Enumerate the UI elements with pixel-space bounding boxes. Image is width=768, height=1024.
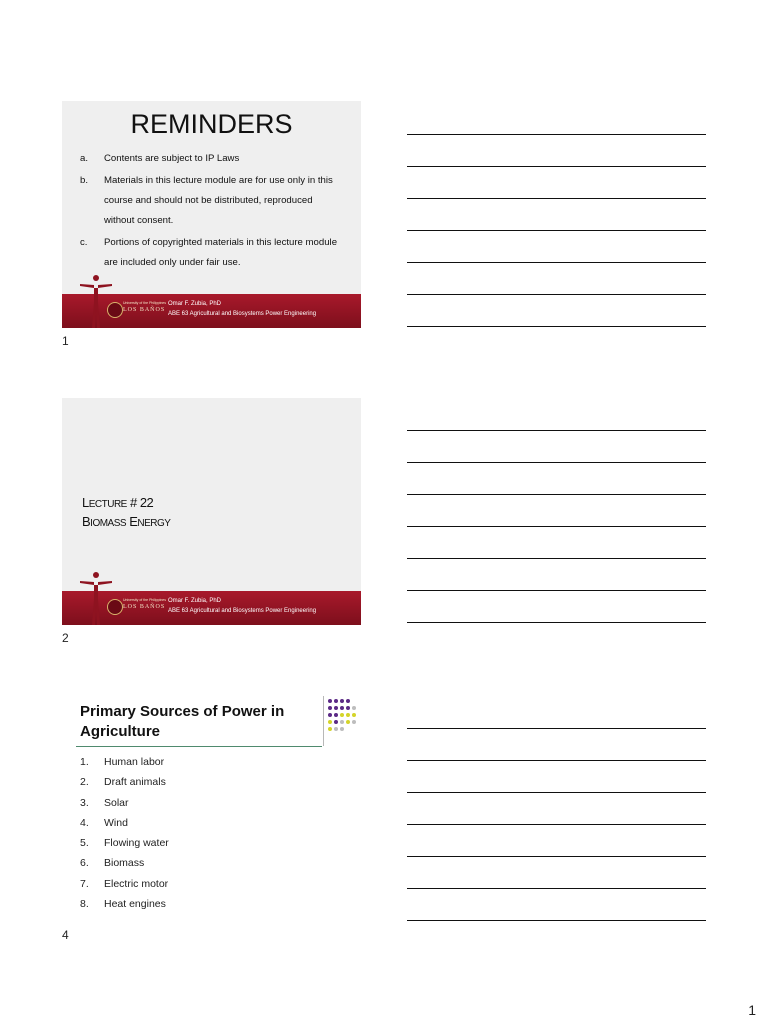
list-marker: 8. xyxy=(80,898,89,911)
author-name: Omar F. Zubia, PhD xyxy=(168,301,222,307)
note-line xyxy=(407,792,706,793)
slide-lecture-title xyxy=(62,398,361,625)
note-line xyxy=(407,294,706,295)
note-line xyxy=(407,920,706,921)
author-name: Omar F. Zubia, PhD xyxy=(168,598,222,604)
note-line xyxy=(407,166,706,167)
title-char: E xyxy=(126,514,138,529)
decorative-dot xyxy=(346,713,350,717)
list-item-text: Draft animals xyxy=(104,776,166,789)
page-number: 1 xyxy=(748,1002,756,1018)
decorative-dot xyxy=(340,727,344,731)
slide-number: 4 xyxy=(62,928,69,942)
decorative-dot xyxy=(340,713,344,717)
list-item xyxy=(80,878,169,898)
list-marker: 5. xyxy=(80,837,89,850)
university-name-small: University of the Philippines xyxy=(123,301,166,305)
lecture-title xyxy=(82,494,170,532)
title-char: L xyxy=(82,495,89,510)
note-line xyxy=(407,494,706,495)
list-marker: 2. xyxy=(80,776,89,789)
note-line xyxy=(407,134,706,135)
note-line xyxy=(407,526,706,527)
university-name: LOS BAÑOS xyxy=(123,307,166,313)
decorative-dot xyxy=(340,706,344,710)
decorative-dot xyxy=(328,727,332,731)
list-item-text: Contents are subject to IP Laws xyxy=(104,153,240,164)
decorative-dot xyxy=(346,720,350,724)
title-char: B xyxy=(82,514,91,529)
list-marker: a. xyxy=(80,153,89,164)
decorative-dot xyxy=(346,699,350,703)
decorative-dot xyxy=(352,706,356,710)
slide-title: REMINDERS xyxy=(130,109,293,139)
list-item xyxy=(80,233,343,273)
decorative-dot xyxy=(334,720,338,724)
list-item xyxy=(80,817,169,837)
list-item-text: Human labor xyxy=(104,756,165,768)
slide-primary-sources xyxy=(62,694,361,921)
list-item-text: Biomass xyxy=(104,857,145,870)
list-item xyxy=(80,898,169,918)
list-marker: 3. xyxy=(80,796,89,809)
title-line: Primary Sources of Power in xyxy=(80,703,285,720)
decorative-dot xyxy=(340,699,344,703)
title-char: ECTURE xyxy=(88,499,127,510)
list-item xyxy=(80,149,343,169)
note-line xyxy=(407,856,706,857)
decorative-dot xyxy=(328,706,332,710)
note-line xyxy=(407,262,706,263)
title-char: IOMASS xyxy=(90,518,127,529)
course-name: ABE 63 Agricultural and Biosystems Power Engineering xyxy=(168,311,317,317)
list-item-text: Flowing water xyxy=(104,837,169,850)
decorative-dot xyxy=(334,706,338,710)
note-line xyxy=(407,622,706,623)
decorative-dot xyxy=(346,706,350,710)
decorative-dot xyxy=(328,699,332,703)
note-line xyxy=(407,198,706,199)
list-item-text: Portions of copyrighted materials in this lecture module are included only under fair use. xyxy=(104,237,338,268)
decorative-dot xyxy=(334,699,338,703)
note-line xyxy=(407,728,706,729)
list-marker: 7. xyxy=(80,877,89,890)
note-line xyxy=(407,888,706,889)
university-name: LOS BAÑOS xyxy=(123,604,166,610)
note-line xyxy=(407,760,706,761)
list-item xyxy=(80,776,169,796)
list-item xyxy=(80,857,169,877)
note-line xyxy=(407,462,706,463)
list-item xyxy=(80,171,343,231)
list-marker: 1. xyxy=(80,756,89,768)
decorative-dot xyxy=(352,720,356,724)
list-item-text: Electric motor xyxy=(104,877,169,890)
list-item-text: Heat engines xyxy=(104,898,166,911)
slide-title xyxy=(80,702,284,742)
list-item-text: Solar xyxy=(104,796,129,809)
decorative-dot xyxy=(352,713,356,717)
decorative-dot xyxy=(340,720,344,724)
title-underline xyxy=(76,746,322,747)
list-marker: 6. xyxy=(80,857,89,870)
slide-number: 1 xyxy=(62,334,69,348)
oblation-figure-icon xyxy=(78,569,114,625)
course-name: ABE 63 Agricultural and Biosystems Power Engineering xyxy=(168,608,317,614)
title-char: NERGY xyxy=(137,518,171,529)
decorative-dot xyxy=(328,713,332,717)
decorative-dot xyxy=(334,727,338,731)
oblation-figure-icon xyxy=(78,272,114,328)
note-line xyxy=(407,590,706,591)
slide-reminders xyxy=(62,101,361,328)
note-line xyxy=(407,326,706,327)
slide-number: 2 xyxy=(62,631,69,645)
note-line xyxy=(407,558,706,559)
note-line xyxy=(407,230,706,231)
note-line xyxy=(407,430,706,431)
title-divider xyxy=(323,696,324,746)
list-item xyxy=(80,756,169,776)
list-item-text: Materials in this lecture module are for use only in this course and should not be distributed, reproduced without consent. xyxy=(104,175,333,226)
reminders-list xyxy=(80,149,343,275)
note-line xyxy=(407,824,706,825)
title-char: # 22 xyxy=(126,495,154,510)
list-item xyxy=(80,837,169,857)
list-item-text: Wind xyxy=(104,816,128,829)
list-marker: b. xyxy=(80,175,89,186)
title-line: Agriculture xyxy=(80,723,161,740)
power-sources-list xyxy=(80,756,169,918)
decorative-dot xyxy=(334,713,338,717)
university-name-small: University of the Philippines xyxy=(123,598,166,602)
list-item xyxy=(80,797,169,817)
list-marker: c. xyxy=(80,237,88,248)
list-marker: 4. xyxy=(80,816,89,829)
decorative-dot xyxy=(328,720,332,724)
